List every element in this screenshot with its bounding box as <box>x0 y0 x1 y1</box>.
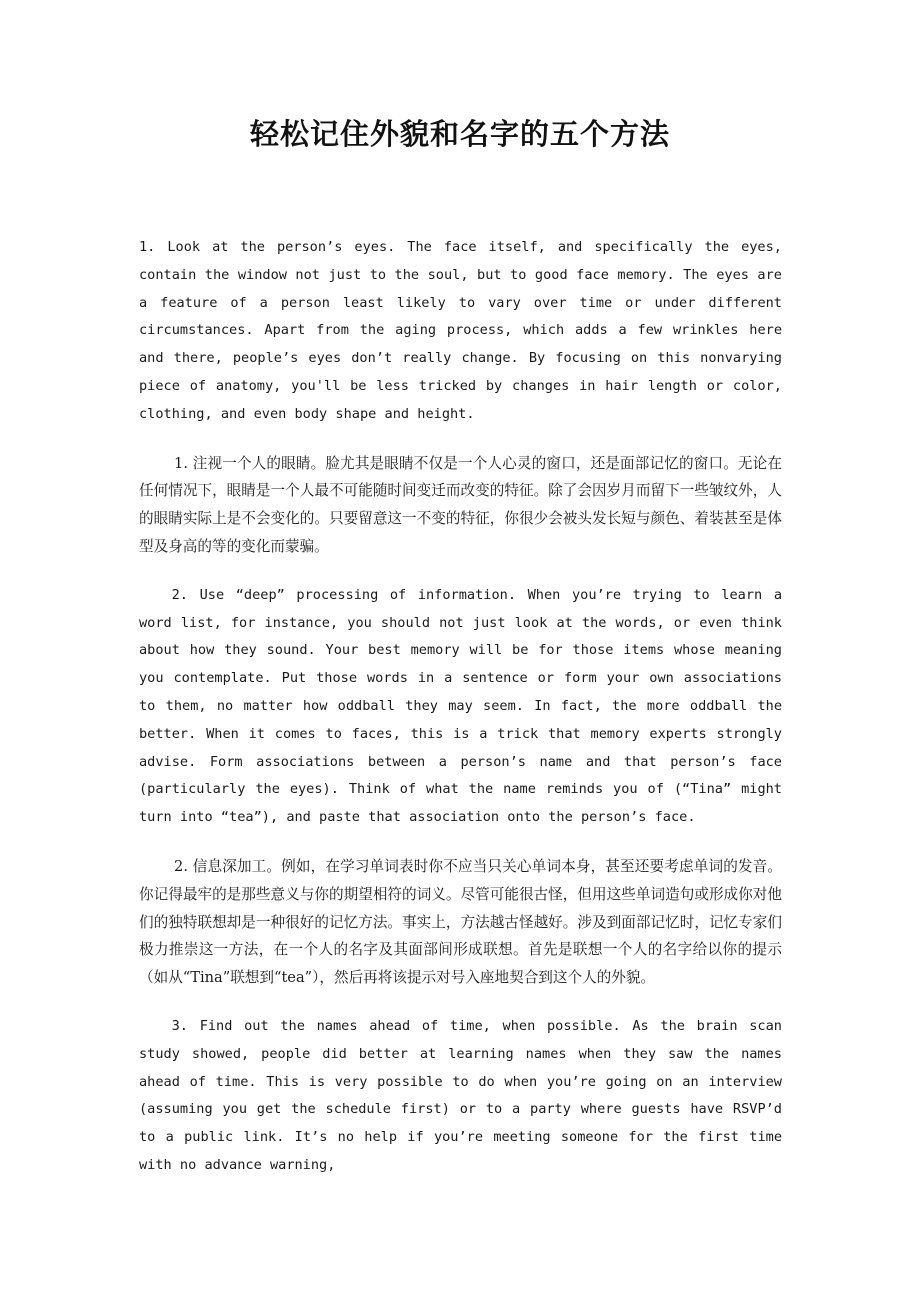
paragraph-2-chinese: 2. 信息深加工。例如，在学习单词表时你不应当只关心单词本身，甚至还要考虑单词的发音。你记得最牢的是那些意义与你的期望相符的词义。尽管可能很古怪，但用这些单词造句或形成你对他们的独特联想却是一种很好的记忆方法。事实上，方法越古怪越好。涉及到面部记忆时，记忆专家们极力推崇这一方法，在一个人的名字及其面部间形成联想。首先是联想一个人的名字给以你的提示（如从“Tina”联想到“tea”），然后再将该提示对号入座地契合到这个人的外貌。 <box>139 857 782 987</box>
document-title: 轻松记住外貌和名字的五个方法 <box>249 117 670 151</box>
paragraph-1-chinese: 1. 注视一个人的眼睛。脸尤其是眼睛不仅是一个人心灵的窗口，还是面部记忆的窗口。无论在任何情况下，眼睛是一个人最不可能随时间变迁而改变的特征。除了会因岁月而留下一些皱纹外，人的眼睛实际上是不会变化的。只要留意这一不变的特征，你很少会被头发长短与颜色、着装甚至是体型及身高的等的变化而蒙骗。 <box>139 454 782 555</box>
document-body <box>139 234 782 1201</box>
paragraph-3-english: 3. Find out the names ahead of time, when possible. As the brain scan study showed, people did better at learning names when they saw the names ahead of time. This is very possible to do when you’re going on an interview (assuming you get the schedule first) or to a party where guests have RSVP’d to a public link. It’s no help if you’re meeting someone for the first time with no advance warning, <box>139 1017 782 1173</box>
paragraph-1-english: 1. Look at the person’s eyes. The face itself, and specifically the eyes, contain the window not just to the soul, but to good face memory. The eyes are a feature of a person least likely to vary over time or under different circumstances. Apart from the aging process, which adds a few wrinkles here and there, people’s eyes don’t really change. By focusing on this nonvarying piece of anatomy, you'll be less tricked by changes in hair length or color, clothing, and even body shape and height. <box>139 239 782 422</box>
paragraph-2-english: 2. Use “deep” processing of information. When you’re trying to learn a word list, for instance, you should not just look at the words, or even think about how they sound. Your best memory will be for those items whose meaning you contemplate. Put those words in a sentence or form your own associations to them, no matter how oddball they may seem. In fact, the more oddball the better. When it comes to faces, this is a trick that memory experts strongly advise. Form associations between a person’s name and that person’s face (particularly the eyes). Think of what the name reminds you of (“Tina” might turn into “tea”), and paste that association onto the person’s face. <box>139 586 782 826</box>
